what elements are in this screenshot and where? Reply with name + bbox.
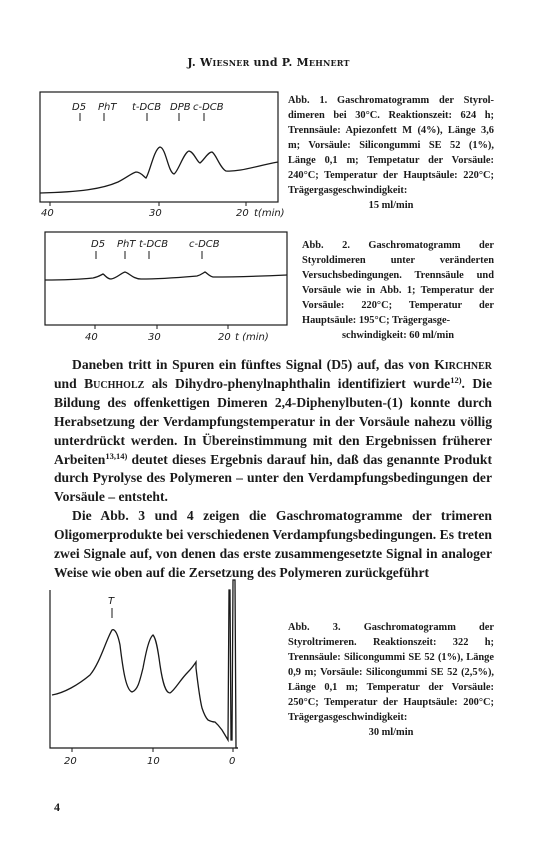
peak-label-t-dcb: t-DCB	[139, 239, 169, 250]
figure-3-caption: Abb. 3. Gaschromatogramm der Styroltrimeren. Reaktionszeit: 322 h; Trennsäule: Silicongummi SE 52 (1%), Länge 0,9 m; Vorsäule: Silicongummi SE 52 (2,5%), Länge 0,1 m; Temperatur der Vorsäule: 250°C; Temperatur der Hauptsäule: 200°C; Trägergasgeschwindigkeit: 30 ml/min	[288, 622, 494, 738]
figure-3-plot	[50, 590, 255, 770]
reference-12: 12)	[450, 374, 462, 385]
reference-13-14: 13,14)	[105, 450, 128, 461]
x-tick-40: 40	[41, 208, 54, 219]
figure-1-chromatogram	[40, 92, 290, 217]
figure-1-caption: Abb. 1. Gaschromatogramm der Styrol-dimeren bei 30°C. Reaktionszeit: 624 h; Trennsäule: Apiezonfett M (4%), Länge 3,6 m; Vorsäule: Silicongummi SE 52 (1%), Länge 0,1 m; Tempetatur der Vorsäule: 240°C; Temperatur der Hauptsäule: 220°C; Trägergasgeschwindigkeit: 15 ml/min	[288, 95, 494, 211]
peak-label-d5: D5	[91, 239, 106, 250]
running-header: J. Wiesner und P. Mehnert	[187, 56, 350, 69]
x-tick-10: 10	[147, 756, 160, 767]
peak-label-t: T	[108, 596, 115, 607]
paragraph-1: Daneben tritt in Spuren ein fünftes Signal (D5) auf, das von Kirchner und Buchholz als Dihydro-phenylnaphthalin identifiziert wurde$^{12)}$. Die Bildung des offenkettigen Dimeren 2,4-Diphenylbuten-(1) konnte durch Herabsetzung der Verdampfungstemperatur in der Vorsäule nahezu völlig unterdrückt werden. In Übereinstimmung mit den Ergebnissen früherer Arbeiten$^{13,14)}$ deutet dieses Ergebnis darauf hin, daß das genannte Produkt durch Pyrolyse des Polymeren – unter den Verdampfungsbedingungen der Vorsäule – entsteht.	[54, 357, 492, 505]
page-number: 4	[54, 800, 60, 814]
author-2: Mehnert	[296, 56, 350, 69]
author-ref-buchholz: Buchholz	[84, 375, 145, 391]
peak-label-pht: PhT	[98, 102, 117, 113]
x-tick-0: 0	[229, 756, 236, 767]
figure-2-caption: Abb. 2. Gaschromatogramm der Styroldimeren unter veränderten Versuchsbedingungen. Trennsäule und Vorsäule wie in Abb. 1; Temperatur der Vorsäule: 220°C; Temperatur der Hauptsäule: 195°C; Trägergasge- schwindigkeit: 60 ml/min	[302, 240, 494, 341]
body-text	[54, 356, 492, 583]
x-tick-20: 20	[64, 756, 77, 767]
x-tick-20: 20	[218, 332, 231, 343]
figure-3-chromatogram	[50, 590, 255, 770]
paragraph-2: Die Abb. 3 und 4 zeigen die Gaschromatogramme der trimeren Oligomerprodukte bei verschiedenen Verdampfungsbedingungen. Es treten zwei Signale auf, von denen das erste zusammengesetzte Signal in analoger Weise wie oben auf die Zersetzung des Polymeren zurückgeführt	[54, 508, 492, 580]
author-1: Wiesner	[200, 56, 250, 69]
author-ref-kirchner: Kirchner	[434, 357, 492, 372]
x-axis-unit: t(min)	[254, 208, 285, 219]
x-tick-20: 20	[236, 208, 249, 219]
figure-1-plot	[40, 92, 290, 217]
x-tick-30: 30	[148, 332, 161, 343]
x-axis-unit: t (min)	[235, 332, 269, 343]
peak-label-d5: D5	[72, 102, 87, 113]
peak-label-c-dcb: c-DCB	[193, 102, 224, 113]
peak-label-dpb: DPB	[170, 102, 191, 113]
x-tick-40: 40	[85, 332, 98, 343]
peak-label-c-dcb: c-DCB	[189, 239, 220, 250]
x-tick-30: 30	[149, 208, 162, 219]
peak-label-t-dcb: t-DCB	[132, 102, 162, 113]
figure-2-plot	[45, 232, 295, 344]
peak-label-pht: PhT	[117, 239, 136, 250]
figure-2-chromatogram	[45, 232, 295, 344]
